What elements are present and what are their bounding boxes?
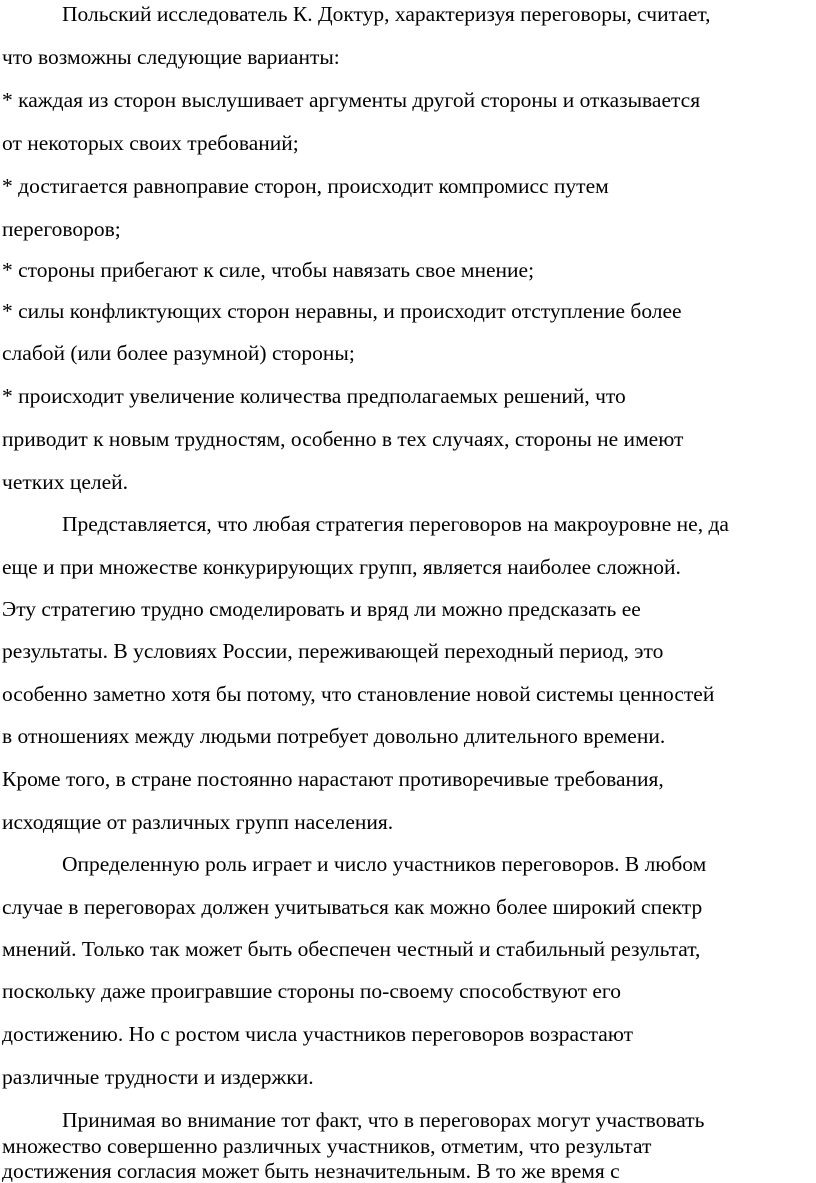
text-line: исходящие от различных групп населения. (2, 810, 394, 834)
text-line: достижения согласия может быть незначительным. В то же время с (2, 1159, 620, 1183)
text-line: еще и при множестве конкурирующих групп, является наиболее сложной. (2, 555, 681, 579)
text-line: * происходит увеличение количества предполагаемых решений, что (2, 384, 626, 408)
text-line: достижению. Но с ростом числа участников переговоров возрастают (2, 1022, 633, 1046)
text-line: * каждая из сторон выслушивает аргументы другой стороны и отказывается (2, 88, 701, 112)
text-line: * стороны прибегают к силе, чтобы навязать свое мнение; (2, 258, 535, 282)
text-line: поскольку даже проигравшие стороны по-своему способствуют его (2, 979, 621, 1003)
text-line: что возможны следующие варианты: (2, 45, 340, 69)
text-line: * достигается равноправие сторон, происходит компромисс путем (2, 174, 609, 198)
text-line: четких целей. (2, 470, 129, 494)
text-line: Представляется, что любая стратегия переговоров на макроуровне не, да (62, 512, 729, 536)
text-line: Определенную роль играет и число участников переговоров. В любом (62, 852, 707, 876)
text-line: в отношениях между людьми потребует довольно длительного времени. (2, 724, 666, 748)
text-line: Кроме того, в стране постоянно нарастают противоречивые требования, (2, 767, 664, 791)
text-line: приводит к новым трудностям, особенно в тех случаях, стороны не имеют (2, 427, 684, 451)
text-line: Принимая во внимание тот факт, что в переговорах могут участвовать (62, 1108, 705, 1132)
text-line: особенно заметно хотя бы потому, что становление новой системы ценностей (2, 682, 715, 706)
text-line: результаты. В условиях России, переживающей переходный период, это (2, 639, 664, 663)
text-line: мнений. Только так может быть обеспечен честный и стабильный результат, (2, 937, 701, 961)
text-line: Эту стратегию трудно смоделировать и вряд ли можно предсказать ее (2, 597, 641, 621)
text-line: переговоров; (2, 217, 121, 241)
text-line: * силы конфликтующих сторон неравны, и происходит отступление более (2, 299, 682, 323)
text-line: слабой (или более разумной) стороны; (2, 341, 355, 365)
text-line: случае в переговорах должен учитываться как можно более широкий спектр (2, 895, 703, 919)
text-line: множество совершенно различных участников, отметим, что результат (2, 1134, 652, 1158)
text-line: различные трудности и издержки. (2, 1065, 314, 1089)
text-line: от некоторых своих требований; (2, 131, 299, 155)
text-line: Польский исследователь К. Доктур, характеризуя переговоры, считает, (62, 2, 711, 26)
